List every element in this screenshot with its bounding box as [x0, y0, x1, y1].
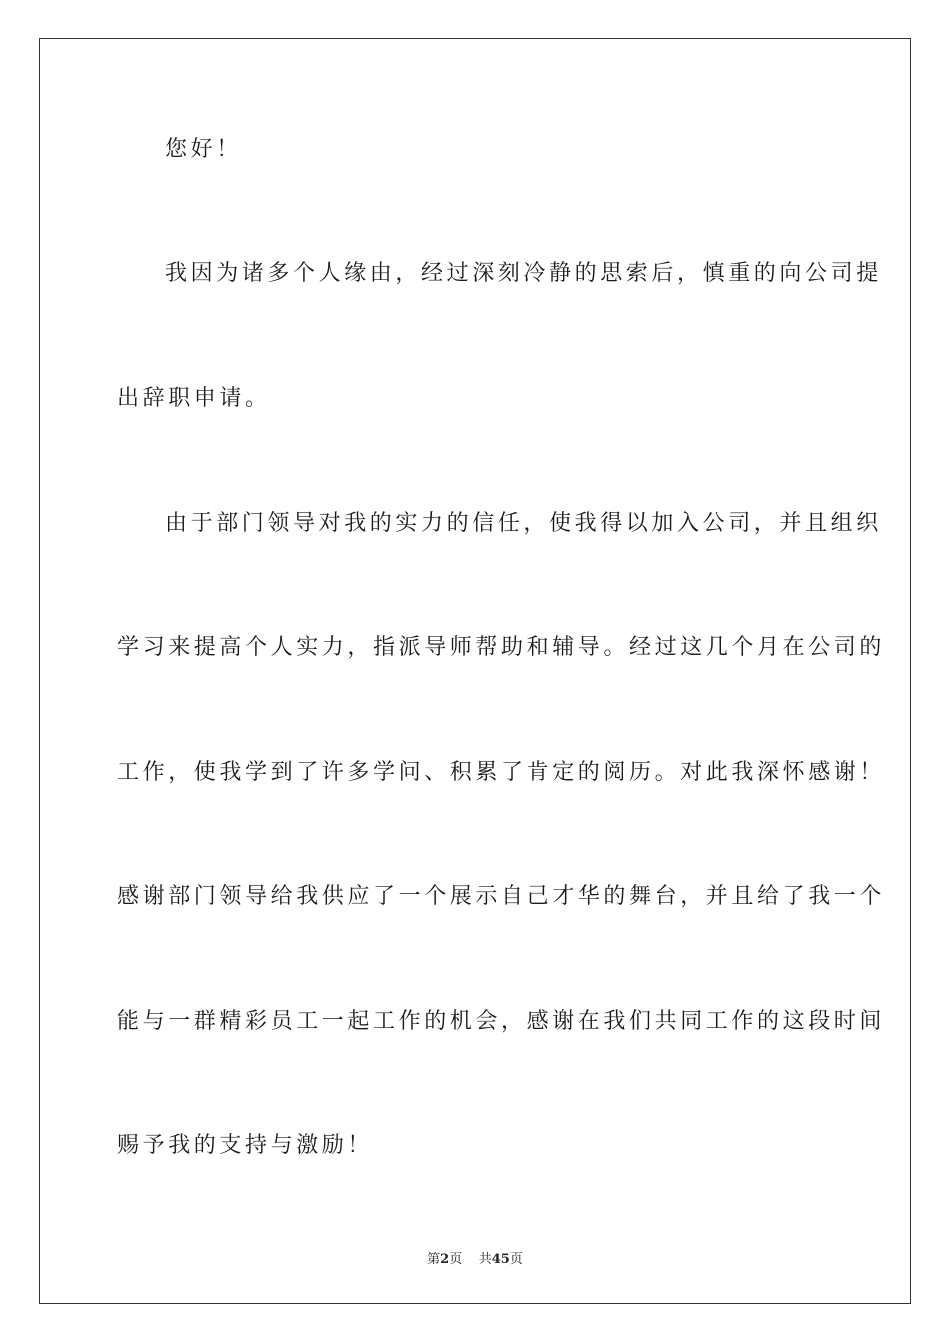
body-line-4: 学习来提高个人实力，指派导师帮助和辅导。经过这几个月在公司的: [117, 635, 886, 660]
body-line-1: 我因为诸多个人缘由，经过深刻冷静的思索后，慎重的向公司提: [165, 261, 882, 286]
page-border: [39, 38, 911, 1304]
total-suffix: 页: [509, 1252, 523, 1267]
body-line-2: 出辞职申请。: [117, 386, 271, 411]
page-number: 2: [440, 1252, 450, 1267]
page-suffix: 页: [449, 1252, 463, 1267]
body-line-7: 能与一群精彩员工一起工作的机会，感谢在我们共同工作的这段时间: [117, 1009, 886, 1034]
body-line-5: 工作，使我学到了许多学问、积累了肯定的阅历。对此我深怀感谢！: [117, 760, 886, 785]
body-line-6: 感谢部门领导给我供应了一个展示自己才华的舞台，并且给了我一个: [117, 884, 886, 909]
total-prefix: 共: [478, 1252, 492, 1267]
greeting-line: 您好！: [165, 137, 242, 162]
page-footer: [0, 1248, 950, 1267]
body-line-3: 由于部门领导对我的实力的信任，使我得以加入公司，并且组织: [165, 511, 882, 536]
page-prefix: 第: [427, 1252, 441, 1267]
body-line-8: 赐予我的支持与激励！: [117, 1133, 374, 1158]
total-pages: 45: [491, 1252, 510, 1267]
